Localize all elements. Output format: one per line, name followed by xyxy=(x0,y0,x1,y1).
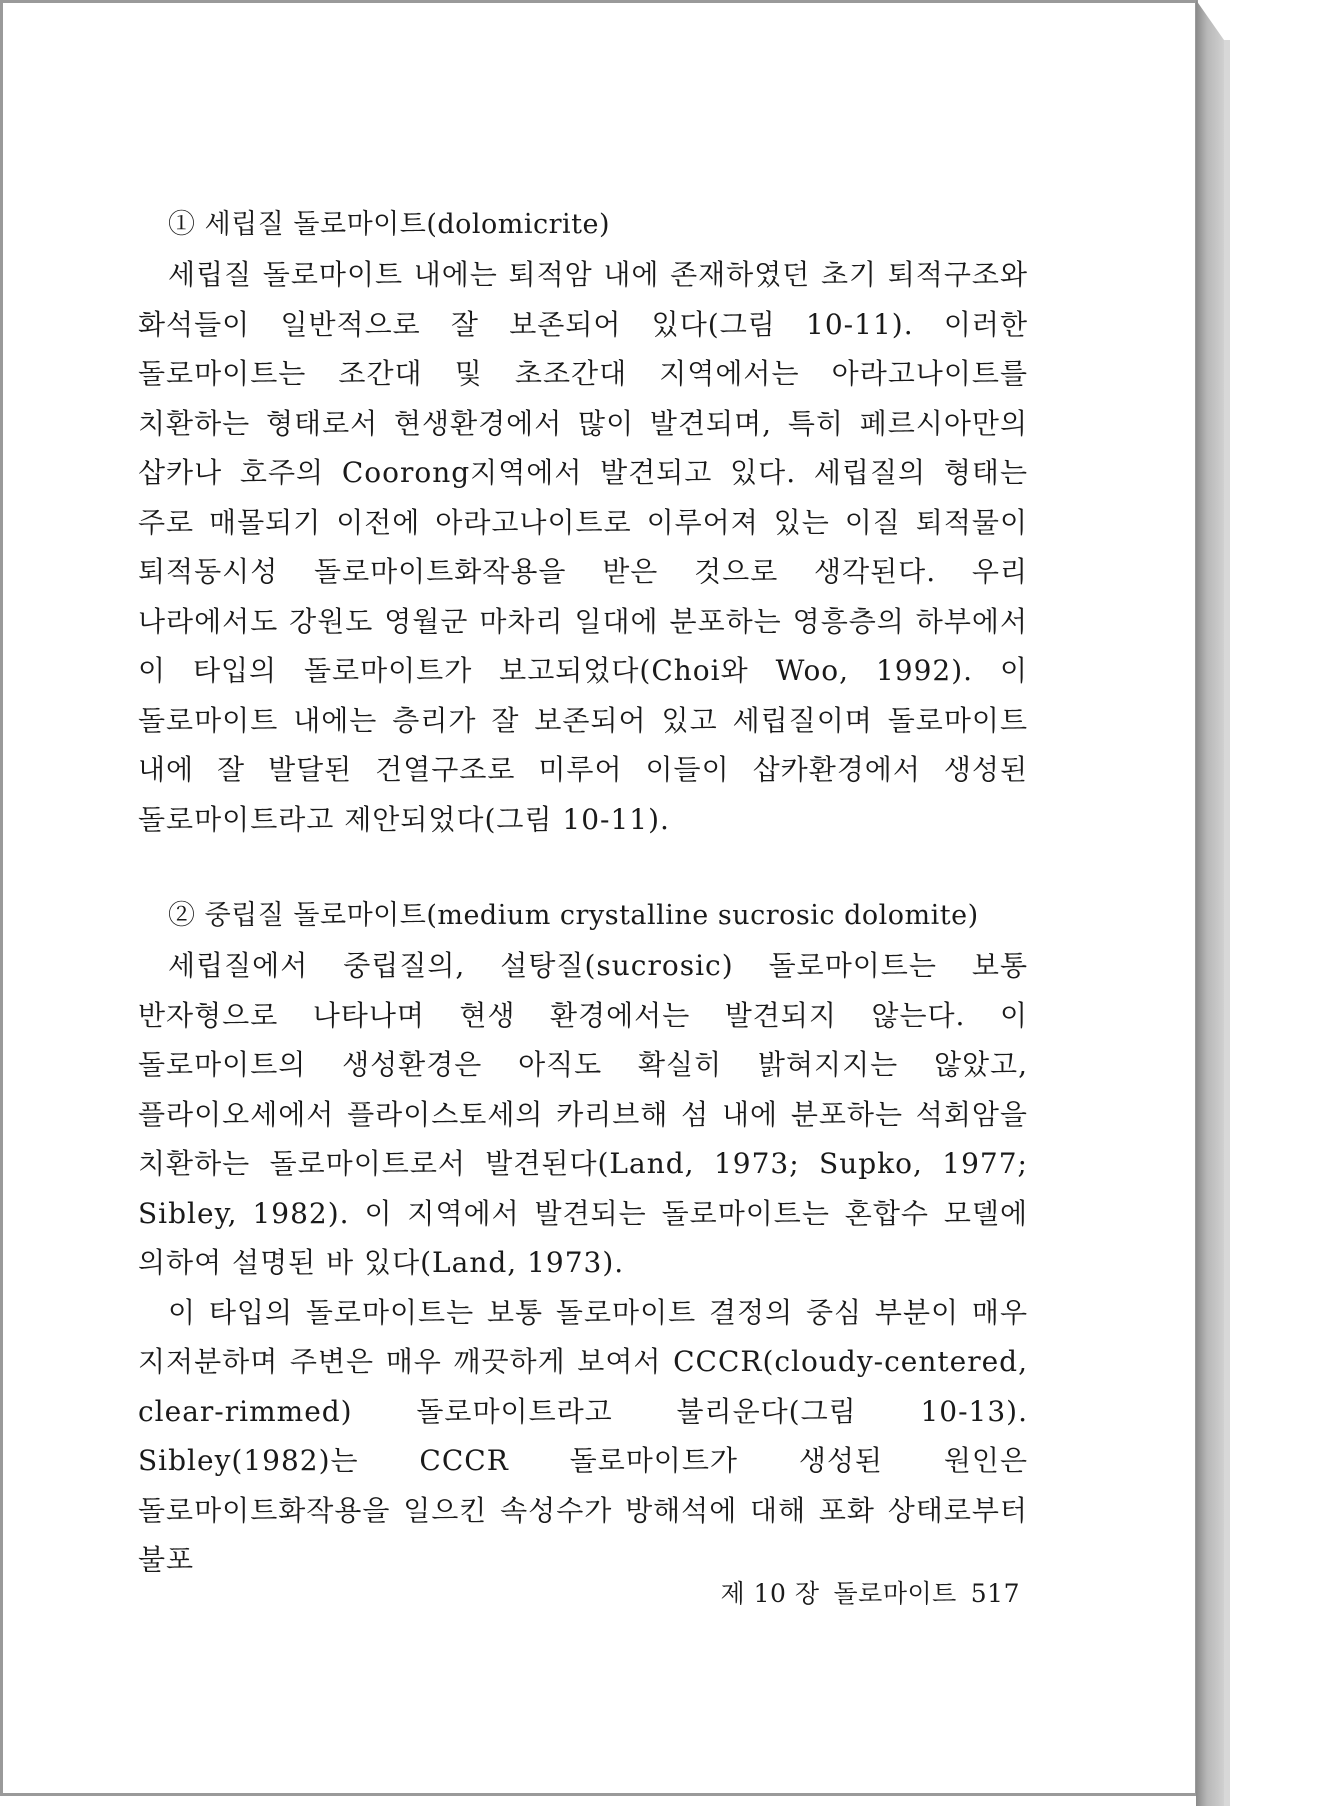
section-gap xyxy=(138,844,1028,891)
footer-chapter-title: 돌로마이트 xyxy=(833,1579,957,1608)
footer-chapter: 제 10 장 xyxy=(720,1579,820,1608)
page-number: 517 xyxy=(970,1579,1020,1608)
page-edge-shadow xyxy=(1224,40,1230,1806)
section2-paragraph-1: 세립질에서 중립질의, 설탕질(sucrosic) 돌로마이트는 보통 반자형으로 나타나며 현생 환경에서는 발견되지 않는다. 이 돌로마이트의 생성환경은 아직도 확실히 밝혀지지는 않았고, 플라이오세에서 플라이스토세의 카리브해 섬 내에 분포하는 석회암을 치환하는 돌로마이트로서 발견된다(Land, 1973; Supko, 1977; Sibley, 1982). 이 지역에서 발견되는 돌로마이트는 혼합수 모델에 의하여 설명된 바 있다(Land, 1973). xyxy=(138,949,1028,1279)
section1-paragraph: 세립질 돌로마이트 내에는 퇴적암 내에 존재하였던 초기 퇴적구조와 화석들이 일반적으로 잘 보존되어 있다(그림 10-11). 이러한 돌로마이트는 조간대 및 초조간대 지역에서는 아라고나이트를 치환하는 형태로서 현생환경에서 많이 발견되며, 특히 페르시아만의 삽카나 호주의 Coorong지역에서 발견되고 있다. 세립질의 형태는 주로 매몰되기 이전에 아라고나이트로 이루어져 있는 이질 퇴적물이 퇴적동시성 돌로마이트화작용을 받은 것으로 생각된다. 우리 나라에서도 강원도 영월군 마차리 일대에 분포하는 영흥층의 하부에서 이 타입의 돌로마이트가 보고되었다(Choi와 Woo, 1992). 이 돌로마이트 내에는 층리가 잘 보존되어 있고 세립질이며 돌로마이트 내에 잘 발달된 건열구조로 미루어 이들이 삽카환경에서 생성된 돌로마이트라고 제안되었다(그림 10-11). xyxy=(138,258,1028,836)
page-footer xyxy=(700,1574,1020,1614)
section2-heading: ② 중립질 돌로마이트(medium crystalline sucrosic dolomite) xyxy=(168,900,979,931)
page-edge xyxy=(1196,0,1224,1806)
page-content xyxy=(138,200,1028,1585)
section2-paragraph-2: 이 타입의 돌로마이트는 보통 돌로마이트 결정의 중심 부분이 매우 지저분하며 주변은 매우 깨끗하게 보여서 CCCR(cloudy-centered, clear-rimmed) 돌로마이트라고 불리운다(그림 10-13). Sibley(1982)는 CCCR 돌로마이트가 생성된 원인은 돌로마이트화작용을 일으킨 속성수가 방해석에 대해 포화 상태로부터 불포 xyxy=(138,1295,1028,1576)
section1-heading: ① 세립질 돌로마이트(dolomicrite) xyxy=(168,209,611,240)
